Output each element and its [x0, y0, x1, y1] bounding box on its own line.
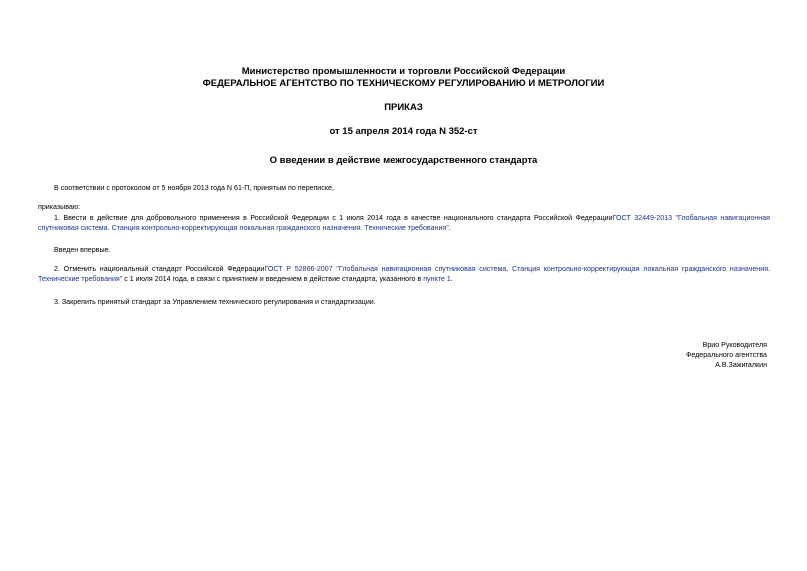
item-3-paragraph: 3. Закрепить принятый стандарт за Управлением технического регулирования и стандартизации.	[54, 298, 376, 306]
gost-32449-link[interactable]: ГОСТ 32449-2013 "Глобальная навигационная спутниковая система. Станция контрольно-корректирующая локальная гражданского назначения. Технические требования"	[38, 214, 770, 232]
first-time-paragraph: Введен впервые.	[54, 246, 111, 254]
document-title: О введении в действие межгосударственного стандарта	[269, 155, 538, 166]
item-1-text: 1. Ввести в действие для добровольного применения в Российской Федерации с 1 июля 2014 года в качестве национального стандарта Российской Федерации	[54, 214, 613, 222]
document-type: ПРИКАЗ	[384, 102, 423, 113]
item-2-suffix: с 1 июля 2014 года, в связи с принятием и введением в действие стандарта, указанного в	[122, 274, 424, 283]
signature-name: А.В.Зажигалкин	[715, 361, 767, 369]
intro-paragraph: В соответствии с протоколом от 5 ноября 2013 года N 61-П, принятым по переписке,	[54, 184, 334, 192]
signature-position: Врио Руководителя	[702, 341, 767, 349]
item-1-reference-link[interactable]: пункте 1	[423, 274, 451, 283]
document-date-number: от 15 апреля 2014 года N 352-ст	[329, 126, 478, 137]
item-2-text: 2. Отменить национальный стандарт Российской Федерации	[54, 265, 265, 273]
item-1-paragraph	[38, 214, 770, 233]
ministry-name: Министерство промышленности и торговли Российской Федерации	[241, 66, 566, 77]
signature-organization: Федерального агентства	[685, 351, 767, 359]
item-1-suffix: .	[448, 223, 451, 232]
orders-paragraph: приказываю:	[38, 203, 81, 211]
agency-name: ФЕДЕРАЛЬНОЕ АГЕНТСТВО ПО ТЕХНИЧЕСКОМУ РЕГУЛИРОВАНИЮ И МЕТРОЛОГИИ	[202, 78, 605, 89]
gost-r-52866-link[interactable]: ГОСТ Р 52866-2007 "Глобальная навигационная спутниковая система. Станция контрольно-корректирующая локальная гражданского назначения. Технические требования"	[38, 265, 771, 283]
item-2-end: .	[450, 274, 453, 283]
item-2-paragraph	[38, 265, 770, 284]
